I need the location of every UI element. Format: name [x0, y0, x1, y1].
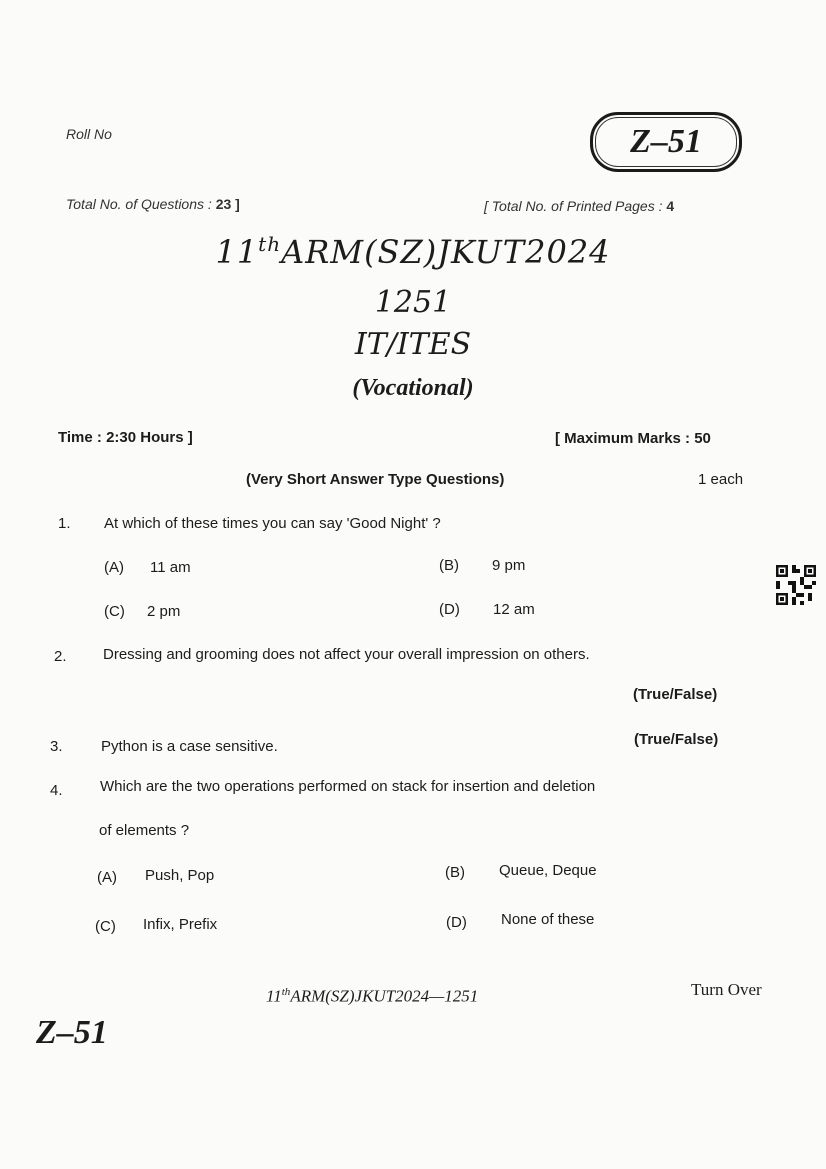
question-number: 1. — [58, 515, 71, 532]
question-text: Dressing and grooming does not affect your overall impression on others. — [103, 646, 590, 663]
option-label: (D) — [446, 914, 467, 931]
turn-over-label: Turn Over — [691, 980, 762, 999]
option-text: 11 am — [150, 559, 191, 576]
option-label: (D) — [439, 601, 460, 618]
subject-code: 1251 — [374, 285, 452, 320]
total-pages: [ Total No. of Printed Pages : 4 — [484, 198, 675, 214]
exam-title-sup: th — [258, 232, 282, 256]
total-questions: Total No. of Questions : 23 ] — [66, 196, 240, 212]
total-pages-value: 4 — [666, 198, 675, 214]
qr-code-icon — [776, 565, 816, 605]
question-text-continued: of elements ? — [99, 822, 190, 839]
question-number: 2. — [54, 648, 67, 665]
answer-type: (True/False) — [634, 731, 719, 748]
option-label: (C) — [95, 918, 116, 935]
question-text: Which are the two operations performed on stack for insertion and deletion — [100, 778, 596, 795]
footer-exam-code — [266, 986, 478, 1007]
option-label: (C) — [104, 603, 125, 620]
paper-code-badge: Z–51 — [590, 112, 742, 172]
exam-title-suffix: ARM(SZ)JKUT2024 — [281, 233, 611, 271]
stream-label: (Vocational) — [352, 375, 474, 401]
footer-code-suffix: ARM(SZ)JKUT2024—1251 — [290, 986, 479, 1006]
option-label: (B) — [439, 557, 459, 574]
question-number: 4. — [50, 782, 63, 799]
subject-name: IT/ITES — [354, 327, 472, 362]
maximum-marks: [ Maximum Marks : 50 — [555, 430, 711, 447]
question-text: At which of these times you can say 'Good Night' ? — [104, 515, 441, 532]
total-pages-label: Total No. of Printed Pages : — [491, 198, 663, 214]
option-text: Push, Pop — [145, 867, 215, 884]
option-text: 2 pm — [147, 603, 181, 620]
exam-title — [0, 232, 826, 271]
option-text: None of these — [501, 911, 595, 928]
footer-code-prefix: 11 — [266, 986, 282, 1006]
option-text: Queue, Deque — [499, 862, 597, 879]
total-questions-label: Total No. of Questions : — [66, 196, 212, 212]
section-title: (Very Short Answer Type Questions) — [246, 471, 505, 488]
footer-paper-code: Z–51 — [36, 1014, 108, 1051]
exam-title-prefix: 11 — [215, 233, 259, 271]
roll-no-label: Roll No — [66, 126, 112, 142]
option-text: 9 pm — [492, 557, 526, 574]
option-label: (B) — [445, 864, 465, 881]
total-questions-value: 23 — [215, 196, 232, 212]
time-allowed: Time : 2:30 Hours ] — [58, 429, 193, 446]
question-text: Python is a case sensitive. — [101, 738, 278, 755]
option-text: 12 am — [493, 601, 535, 618]
option-label: (A) — [104, 559, 124, 576]
option-text: Infix, Prefix — [143, 916, 218, 933]
answer-type: (True/False) — [633, 686, 718, 703]
option-label: (A) — [97, 869, 117, 886]
question-number: 3. — [50, 738, 63, 755]
footer-code-sup: th — [281, 986, 291, 998]
marks-each: 1 each — [698, 471, 744, 488]
